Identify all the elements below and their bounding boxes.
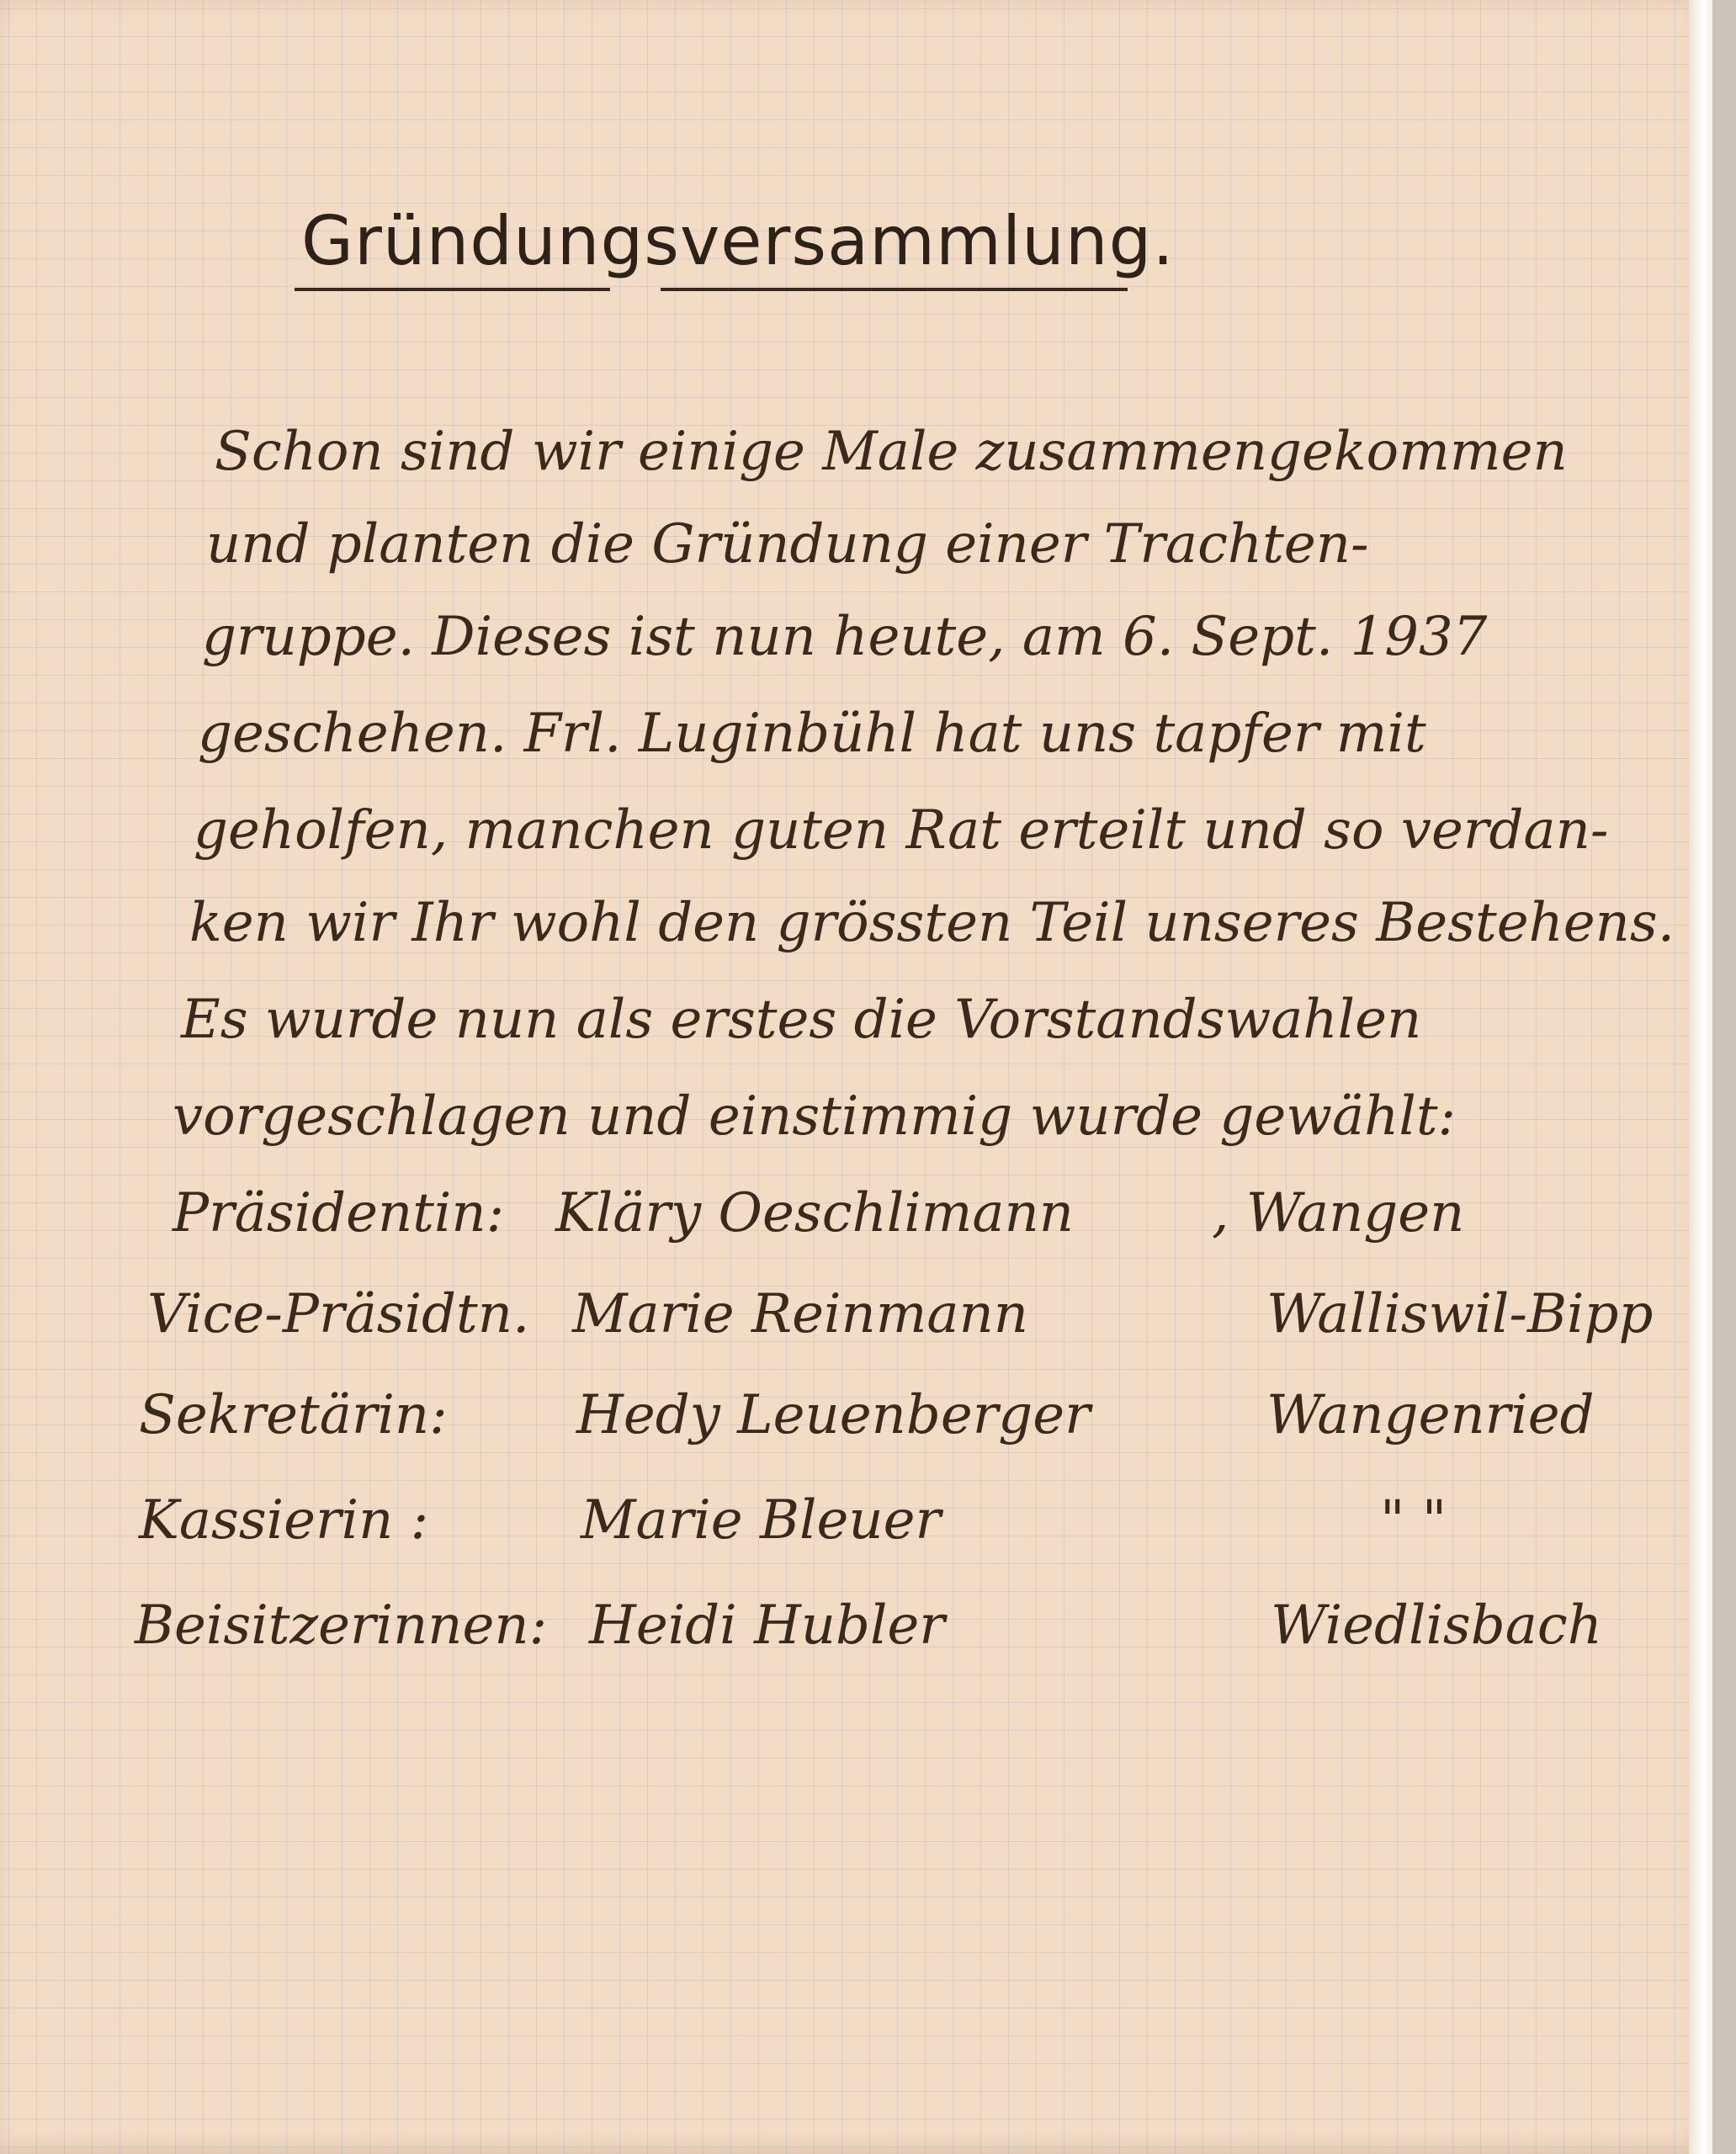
page-title: Gründungsversammlung. <box>301 202 1175 280</box>
body-line-4: geschehen. Frl. Luginbühl hat uns tapfer mit <box>198 703 1426 765</box>
board-place: , Wangen <box>1212 1182 1465 1244</box>
title-underline <box>661 288 1128 291</box>
board-role: Sekretärin: <box>139 1384 448 1446</box>
body-line-6: ken wir Ihr wohl den grössten Teil unseres Bestehens. <box>189 892 1675 954</box>
board-name: Marie Reinmann <box>572 1283 1028 1345</box>
body-line-5: geholfen, manchen guten Rat erteilt und so verdan- <box>194 799 1609 862</box>
title-underline <box>295 288 610 291</box>
board-place: Wiedlisbach <box>1271 1594 1602 1657</box>
board-place: " " <box>1380 1489 1447 1552</box>
board-role: Kassierin : <box>139 1489 429 1552</box>
body-line-7: Es wurde nun als erstes die Vorstandswahlen <box>181 989 1422 1051</box>
page-edge <box>1689 0 1712 2154</box>
board-name: Kläry Oeschlimann <box>555 1182 1074 1244</box>
board-place: Walliswil-Bipp <box>1266 1283 1654 1345</box>
body-line-8: vorgeschlagen und einstimmig wurde gewählt: <box>173 1085 1457 1148</box>
board-role: Präsidentin: <box>173 1182 505 1244</box>
body-line-3: gruppe. Dieses ist nun heute, am 6. Sept. 1937 <box>202 606 1488 668</box>
board-name: Hedy Leuenberger <box>576 1384 1091 1446</box>
board-name: Heidi Hubler <box>589 1594 945 1657</box>
board-role: Beisitzerinnen: <box>135 1594 548 1657</box>
body-line-1: Schon sind wir einige Male zusammengekommen <box>215 421 1568 483</box>
board-place: Wangenried <box>1266 1384 1595 1446</box>
board-name: Marie Bleuer <box>581 1489 942 1552</box>
body-line-2: und planten die Gründung einer Trachten- <box>206 513 1369 576</box>
board-role: Vice-Präsidtn. <box>147 1283 530 1345</box>
